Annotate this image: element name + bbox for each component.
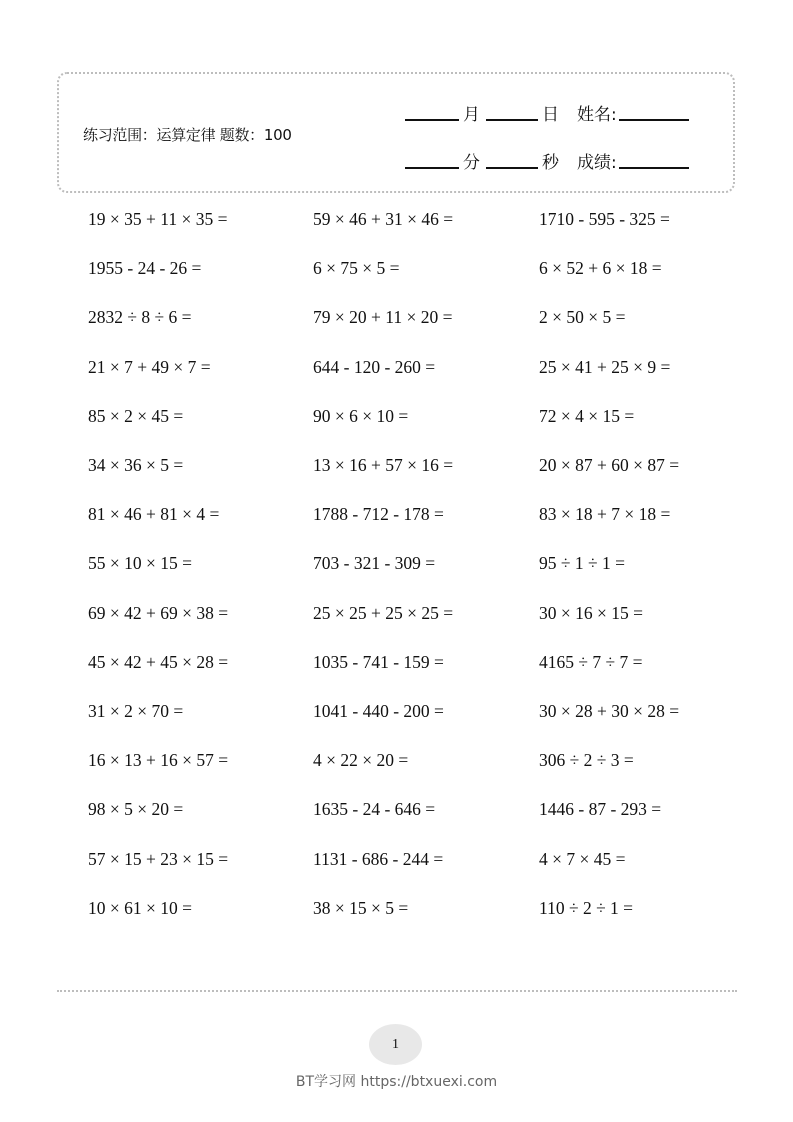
name-blank[interactable]	[619, 118, 689, 121]
problem-item: 1446 - 87 - 293 =	[539, 799, 662, 820]
footer-divider	[57, 990, 737, 992]
problem-item: 644 - 120 - 260 =	[313, 356, 436, 377]
problem-item: 45 × 42 + 45 × 28 =	[88, 651, 229, 672]
page-number: 1	[369, 1024, 422, 1065]
problem-item: 1041 - 440 - 200 =	[313, 701, 444, 721]
problem-item: 20 × 87 + 60 × 87 =	[539, 455, 680, 475]
problem-item: 83 × 18 + 7 × 18 =	[539, 504, 671, 525]
problem-item: 59 × 46 + 31 × 46 =	[313, 209, 454, 229]
problem-item: 25 × 25 + 25 × 25 =	[313, 602, 454, 623]
problem-row	[88, 258, 728, 282]
problem-row	[88, 701, 728, 725]
name-label: 姓名:	[577, 105, 617, 125]
minute-label: 分	[463, 153, 480, 173]
score-label: 成绩:	[577, 153, 617, 173]
score-blank[interactable]	[619, 166, 689, 169]
problem-item: 81 × 46 + 81 × 4 =	[88, 504, 220, 525]
problem-item: 57 × 15 + 23 × 15 =	[88, 848, 229, 869]
second-label: 秒	[542, 153, 559, 173]
problem-item: 13 × 16 + 57 × 16 =	[313, 455, 454, 475]
problem-item: 2832 ÷ 8 ÷ 6 =	[88, 307, 192, 328]
day-label: 日	[542, 105, 559, 125]
problem-row	[88, 307, 728, 331]
worksheet-header	[57, 72, 735, 193]
problem-item: 6 × 52 + 6 × 18 =	[539, 258, 662, 279]
problem-item: 85 × 2 × 45 =	[88, 405, 184, 426]
problem-row	[88, 898, 728, 922]
problem-item: 90 × 6 × 10 =	[313, 405, 409, 426]
problem-row	[88, 652, 728, 676]
problem-item: 38 × 15 × 5 =	[313, 897, 409, 918]
problem-row	[88, 603, 728, 627]
problem-row	[88, 553, 728, 577]
problem-item: 1035 - 741 - 159 =	[313, 651, 444, 672]
problem-item: 1955 - 24 - 26 =	[88, 258, 202, 279]
problem-item: 4165 ÷ 7 ÷ 7 =	[539, 651, 643, 672]
month-blank[interactable]	[405, 118, 459, 121]
problem-item: 25 × 41 + 25 × 9 =	[539, 356, 671, 377]
day-blank[interactable]	[486, 118, 538, 121]
practice-range: 练习范围：运算定律 题数：100	[83, 126, 292, 144]
minute-blank[interactable]	[405, 166, 459, 169]
problem-item: 110 ÷ 2 ÷ 1 =	[539, 897, 634, 918]
problem-row	[88, 849, 728, 873]
problem-item: 69 × 42 + 69 × 38 =	[88, 602, 229, 623]
problem-item: 31 × 2 × 70 =	[88, 701, 184, 721]
problem-row	[88, 209, 728, 233]
problem-item: 1788 - 712 - 178 =	[313, 504, 444, 525]
problem-item: 1710 - 595 - 325 =	[539, 209, 670, 229]
problem-item: 2 × 50 × 5 =	[539, 307, 626, 328]
problem-item: 703 - 321 - 309 =	[313, 553, 436, 574]
problem-item: 19 × 35 + 11 × 35 =	[88, 209, 228, 229]
problem-row	[88, 750, 728, 774]
problem-row	[88, 799, 728, 823]
problem-item: 72 × 4 × 15 =	[539, 405, 635, 426]
problem-item: 55 × 10 × 15 =	[88, 553, 192, 574]
problem-row	[88, 504, 728, 528]
problem-item: 30 × 16 × 15 =	[539, 602, 643, 623]
problem-item: 30 × 28 + 30 × 28 =	[539, 701, 680, 721]
problem-row	[88, 455, 728, 479]
site-credit: BT学习网 https://btxuexi.com	[295, 1074, 498, 1090]
problem-row	[88, 357, 728, 381]
problem-item: 95 ÷ 1 ÷ 1 =	[539, 553, 625, 574]
problem-item: 34 × 36 × 5 =	[88, 455, 184, 475]
problem-item: 16 × 13 + 16 × 57 =	[88, 750, 229, 771]
problem-item: 10 × 61 × 10 =	[88, 897, 192, 918]
month-label: 月	[463, 105, 480, 125]
problem-item: 306 ÷ 2 ÷ 3 =	[539, 750, 634, 771]
problem-row	[88, 406, 728, 430]
problem-item: 98 × 5 × 20 =	[88, 799, 184, 820]
second-blank[interactable]	[486, 166, 538, 169]
problem-item: 1131 - 686 - 244 =	[313, 848, 444, 869]
problem-item: 4 × 7 × 45 =	[539, 848, 626, 869]
problem-item: 4 × 22 × 20 =	[313, 750, 409, 771]
problem-item: 6 × 75 × 5 =	[313, 258, 400, 279]
problem-item: 1635 - 24 - 646 =	[313, 799, 436, 820]
problem-item: 21 × 7 + 49 × 7 =	[88, 356, 211, 377]
problem-item: 79 × 20 + 11 × 20 =	[313, 307, 453, 328]
